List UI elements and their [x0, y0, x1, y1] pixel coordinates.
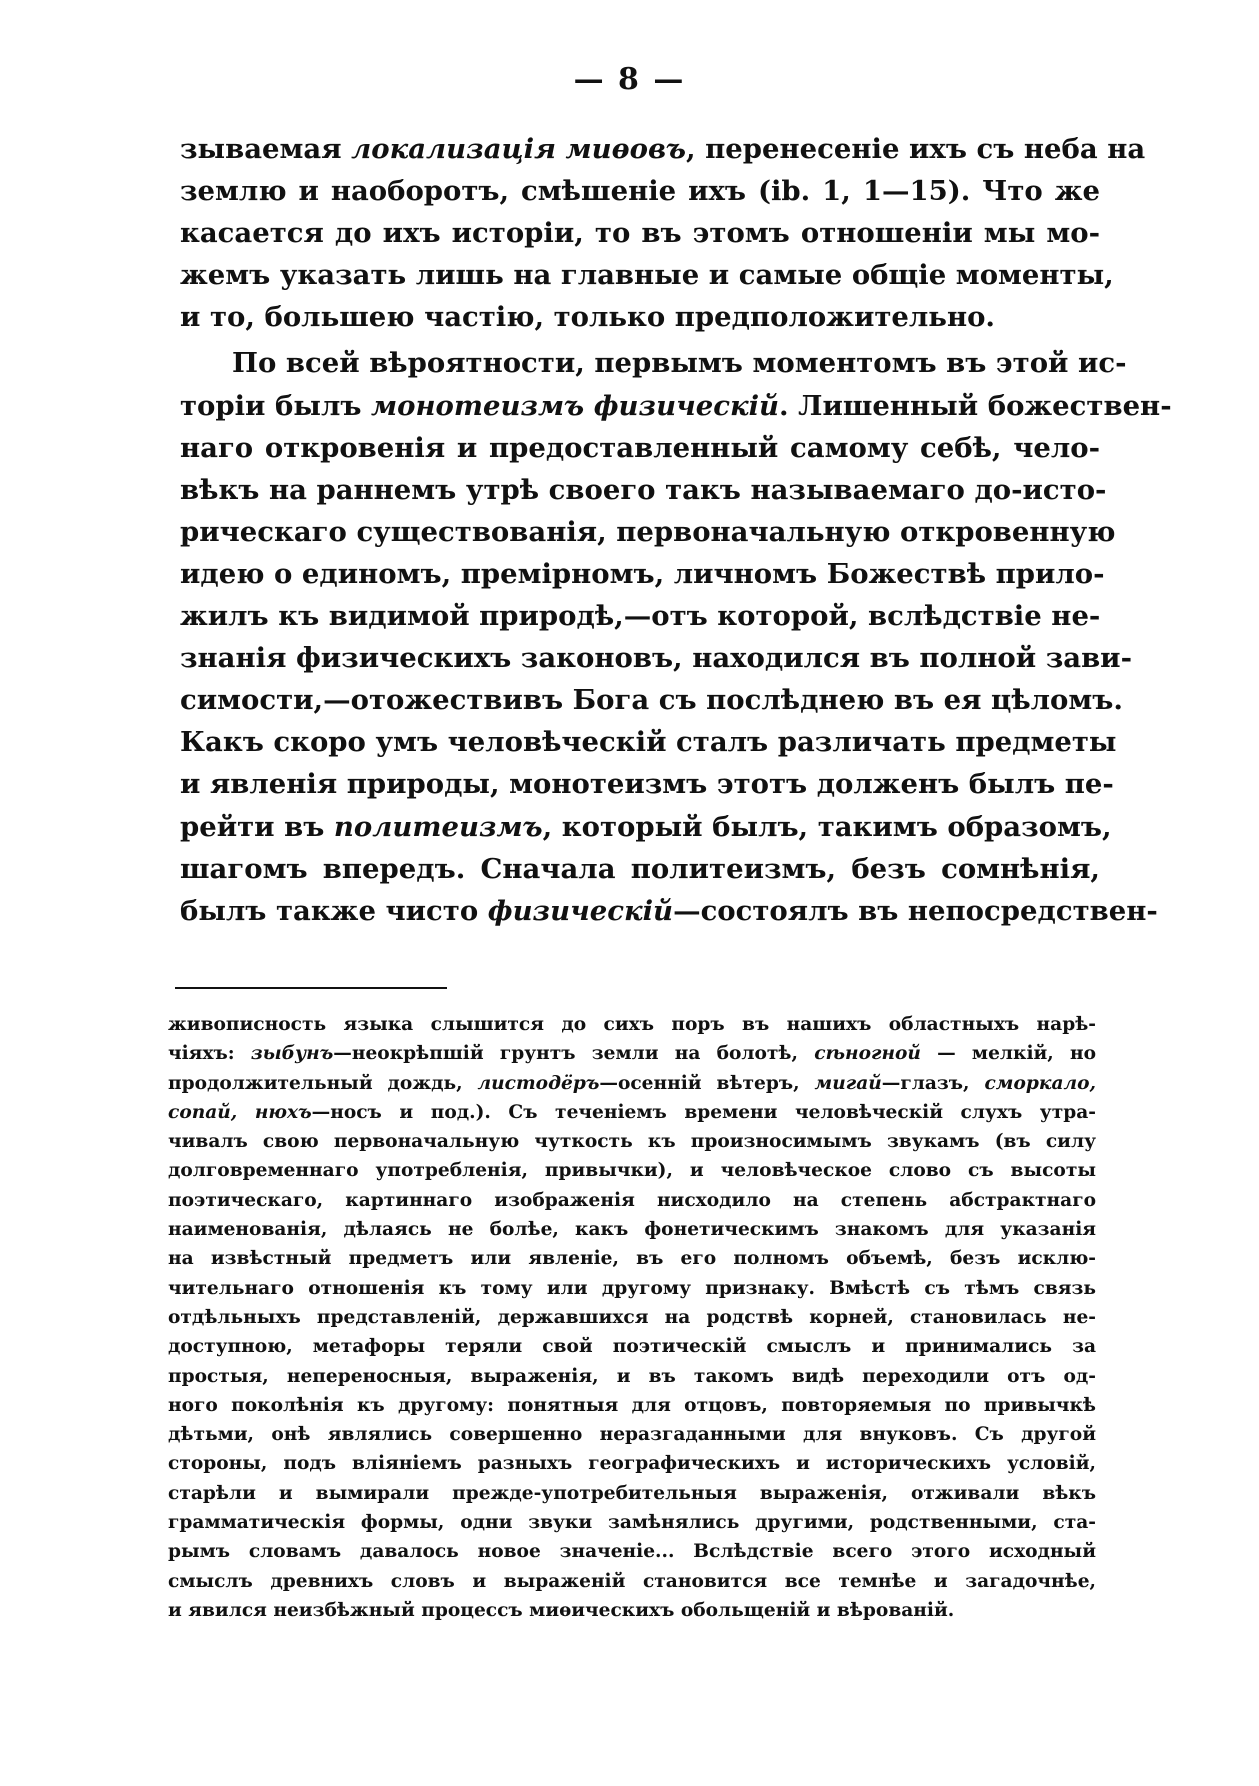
- footnote-line: доступною, метафоры теряли свой поэтическій смыслъ и принимались за: [168, 1336, 1096, 1358]
- text-run: —осенній вѣтеръ,: [599, 1072, 815, 1094]
- body-line: [180, 806, 1112, 848]
- body-line: и то, большею частію, только предположительно.: [180, 301, 995, 334]
- text-run: торіи былъ: [180, 389, 371, 422]
- text-run: , который былъ, такимъ образомъ,: [542, 810, 1112, 843]
- italic-term: монотеизмъ физическій: [371, 389, 780, 422]
- page-number: — 8 —: [573, 62, 686, 97]
- footnote-line: рымъ словамъ давалось новое значеніе... Вслѣдствіе всего этого исходный: [168, 1541, 1096, 1563]
- italic-term: физическій: [487, 894, 674, 927]
- italic-term: листодёръ: [477, 1072, 600, 1094]
- text-run: , перенесеніе ихъ съ неба на: [686, 133, 1146, 165]
- text-run: . Лишенный божествен-: [779, 389, 1172, 422]
- footnote-line: дѣтьми, онѣ являлись совершенно неразгаданными для внуковъ. Съ другой: [168, 1424, 1096, 1446]
- body-line: шагомъ впередъ. Сначала политеизмъ, безъ сомнѣнія,: [180, 852, 1100, 885]
- footnote-line: на извѣстный предметъ или явленіе, въ его полномъ объемѣ, безъ исклю-: [168, 1248, 1096, 1270]
- text-run: —состоялъ въ непосредствен-: [673, 894, 1158, 927]
- footnote-line: старѣли и вымирали прежде-употребительныя выраженія, отживали вѣкъ: [168, 1482, 1096, 1504]
- footnote-line: наименованія, дѣлаясь не болѣе, какъ фонетическимъ знакомъ для указанія: [168, 1219, 1096, 1241]
- italic-term: сопай, нюхъ: [168, 1101, 312, 1123]
- body-line: и явленія природы, монотеизмъ этотъ долженъ былъ пе-: [180, 768, 1114, 801]
- footnote-line: грамматическія формы, одни звуки замѣнялись другими, родственными, ста-: [168, 1512, 1096, 1534]
- body-line: жемъ указать лишь на главные и самые общіе моменты,: [180, 259, 1114, 292]
- footnote-text: [168, 1010, 1096, 1625]
- text-run: зываемая: [180, 133, 352, 165]
- footnote-line: [168, 1098, 1096, 1127]
- footnote-line: отдѣльныхъ представленій, державшихся на родствѣ корней, становилась не-: [168, 1306, 1096, 1328]
- body-line: жилъ къ видимой природѣ,—отъ которой, вслѣдствіе не-: [180, 600, 1101, 633]
- paragraph-first-line: По всей вѣроятности, первымъ моментомъ въ этой ис-: [232, 347, 1127, 380]
- text-run: чіяхъ:: [168, 1043, 251, 1065]
- body-line: наго откровенія и предоставленный самому себѣ, чело-: [180, 431, 1100, 464]
- footnote-divider: [175, 987, 447, 989]
- footnote-line: [168, 1069, 1096, 1098]
- text-run: продолжительный дождь,: [168, 1072, 478, 1094]
- text-run: — мелкій, но: [920, 1043, 1097, 1065]
- text-run: —глазъ,: [881, 1072, 985, 1094]
- body-line: касается до ихъ исторіи, то въ этомъ отношеніи мы мо-: [180, 217, 1100, 250]
- body-line: знанія физическихъ законовъ, находился въ полной зави-: [180, 642, 1132, 675]
- italic-term: локализація миѳовъ: [351, 133, 687, 165]
- body-line: вѣкъ на раннемъ утрѣ своего такъ называемаго до-исто-: [180, 473, 1107, 506]
- body-line: Какъ скоро умъ человѣческій сталъ различать предметы: [180, 726, 1117, 759]
- text-run: былъ также чисто: [180, 894, 488, 927]
- main-body-text: [180, 128, 1172, 932]
- body-line: идею о единомъ, премірномъ, личномъ Божествѣ прило-: [180, 557, 1105, 590]
- italic-term: сморкало,: [984, 1072, 1096, 1094]
- body-line: [180, 890, 1158, 932]
- footnote-line: простыя, непереносныя, выраженія, и въ такомъ видѣ переходили отъ од-: [168, 1365, 1096, 1387]
- italic-term: сѣногной: [814, 1043, 921, 1065]
- italic-term: политеизмъ: [333, 810, 543, 843]
- footnote-line: [168, 1039, 1096, 1068]
- text-run: —неокрѣпшій грунтъ земли на болотѣ,: [333, 1043, 815, 1065]
- text-run: —носъ и под.). Съ теченіемъ времени человѣческій слухъ утра-: [311, 1101, 1096, 1123]
- body-line: [180, 128, 1146, 170]
- footnote-line: живописность языка слышится до сихъ поръ въ нашихъ областныхъ нарѣ-: [168, 1014, 1096, 1035]
- footnote-line: и явился неизбѣжный процессъ миѳическихъ обольщеній и вѣрованій.: [168, 1599, 955, 1621]
- text-run: рейти въ: [180, 810, 334, 843]
- body-line: рическаго существованія, первоначальную откровенную: [180, 515, 1116, 548]
- italic-term: зыбунъ: [250, 1043, 334, 1065]
- footnote-line: долговременнаго употребленія, привычки), и человѣческое слово съ высоты: [168, 1160, 1096, 1182]
- footnote-line: стороны, подъ вліяніемъ разныхъ географическихъ и историческихъ условій,: [168, 1453, 1096, 1475]
- body-line: [180, 385, 1172, 427]
- italic-term: мигай: [814, 1072, 882, 1094]
- footnote-line: смыслъ древнихъ словъ и выраженій становится все темнѣе и загадочнѣе,: [168, 1570, 1096, 1592]
- footnote-line: ного поколѣнія къ другому: понятныя для отцовъ, повторяемыя по привычкѣ: [168, 1394, 1096, 1416]
- footnote-line: чительнаго отношенія къ тому или другому признаку. Вмѣстѣ съ тѣмъ связь: [168, 1277, 1096, 1299]
- body-line: симости,—отожествивъ Бога съ послѣднею въ ея цѣломъ.: [180, 684, 1123, 717]
- footnote-line: чивалъ свою первоначальную чуткость къ произносимымъ звукамъ (въ силу: [168, 1131, 1096, 1153]
- body-line: землю и наоборотъ, смѣшеніе ихъ (ib. 1, 1—15). Что же: [180, 175, 1100, 208]
- footnote-line: поэтическаго, картиннаго изображенія нисходило на степень абстрактнаго: [168, 1189, 1096, 1211]
